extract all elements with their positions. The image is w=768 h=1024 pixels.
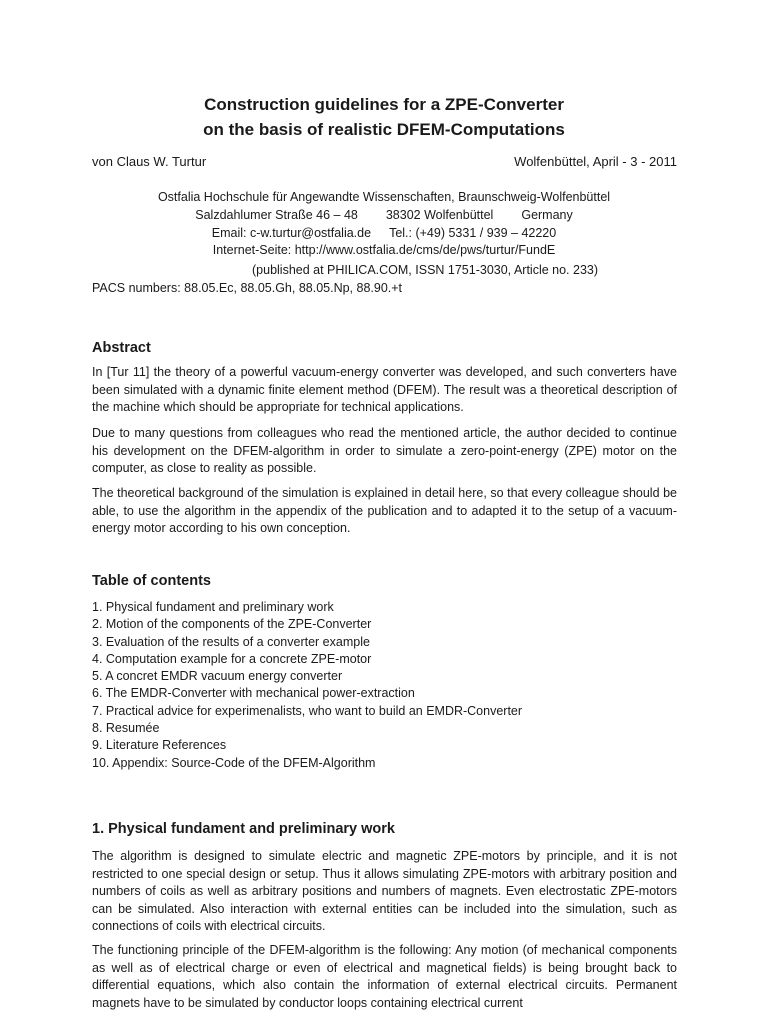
publication-note: (published at PHILICA.COM, ISSN 1751-3030, Article no. 233) (252, 263, 599, 277)
email: Email: c-w.turtur@ostfalia.de (211, 226, 372, 240)
website: Internet-Seite: http://www.ostfalia.de/cms/de/pws/turtur/FundE (212, 243, 556, 257)
institution: Ostfalia Hochschule für Angewandte Wissenschaften, Braunschweig-Wolfenbüttel (157, 190, 611, 204)
toc-item: 6. The EMDR-Converter with mechanical power-extraction (92, 686, 415, 701)
pacs-numbers: PACS numbers: 88.05.Ec, 88.05.Gh, 88.05.Np, 88.90.+t (92, 281, 403, 295)
section-1-paragraph: The functioning principle of the DFEM-algorithm is the following: Any motion (of mechanical components as well as of electrical charge or even of electrical and magnetical fields) is being brought back to differential equations, which also contain the information of external electrical circuits. Permanent magnets have to be simulated by conductor loops containing electrical current (92, 943, 677, 1010)
place-date: Wolfenbüttel, April - 3 - 2011 (514, 154, 677, 169)
abstract-paragraph: The theoretical background of the simulation is explained in detail here, so that every colleague should be able, to use the algorithm in the appendix of the publication and to adapted it to the setup of a vacuum-energy motor according to his own conception. (92, 486, 677, 535)
city: 38302 Wolfenbüttel (385, 208, 494, 222)
section-1-paragraph: The algorithm is designed to simulate electric and magnetic ZPE-motors by principle, and it is not restricted to one special design or setup. Thus it allows simulating ZPE-motors with arbitrary position and numbers of coils as well as arbitrary positions and numbers of magnets. Even electrostatic ZPE-motors can be simulated. Also interaction with external entities can be included into the simulation, such as connections of coils with electrical circuits. (92, 849, 677, 933)
telephone: Tel.: (+49) 5331 / 939 – 42220 (389, 226, 557, 240)
abstract-paragraph: In [Tur 11] the theory of a powerful vacuum-energy converter was developed, and such converters have been simulated with a dynamic finite element method (DFEM). The result was a theoretical description of the machine which should be appropriate for technical applications. (92, 365, 677, 414)
author-date-row (92, 154, 677, 169)
author: von Claus W. Turtur (92, 154, 207, 169)
toc-item: 4. Computation example for a concrete ZPE-motor (92, 651, 372, 666)
table-of-contents (92, 599, 522, 772)
country: Germany (521, 208, 573, 222)
toc-item: 2. Motion of the components of the ZPE-Converter (92, 617, 372, 632)
section-1-heading: 1. Physical fundament and preliminary work (92, 821, 395, 837)
contact-line (0, 225, 768, 241)
abstract-heading: Abstract (92, 340, 151, 356)
title-line-2: on the basis of realistic DFEM-Computations (203, 120, 565, 139)
toc-heading: Table of contents (92, 573, 211, 589)
toc-item: 5. A concret EMDR vacuum energy converter (92, 669, 343, 684)
street: Salzdahlumer Straße 46 – 48 (195, 208, 358, 222)
title-line-1: Construction guidelines for a ZPE-Converter (204, 95, 564, 114)
toc-item: 10. Appendix: Source-Code of the DFEM-Algorithm (92, 755, 376, 770)
abstract-paragraph: Due to many questions from colleagues who read the mentioned article, the author decided to continue his development on the DFEM-algorithm in order to simulate a zero-point-energy (ZPE) motor on the computer, as close to reality as possible. (92, 426, 677, 475)
toc-item: 3. Evaluation of the results of a converter example (92, 634, 370, 649)
toc-item: 8. Resumée (92, 721, 160, 736)
toc-item: 7. Practical advice for experimenalists, who want to build an EMDR-Converter (92, 703, 523, 718)
toc-item: 9. Literature References (92, 738, 227, 753)
address-line (0, 207, 768, 223)
toc-item: 1. Physical fundament and preliminary work (92, 600, 334, 614)
